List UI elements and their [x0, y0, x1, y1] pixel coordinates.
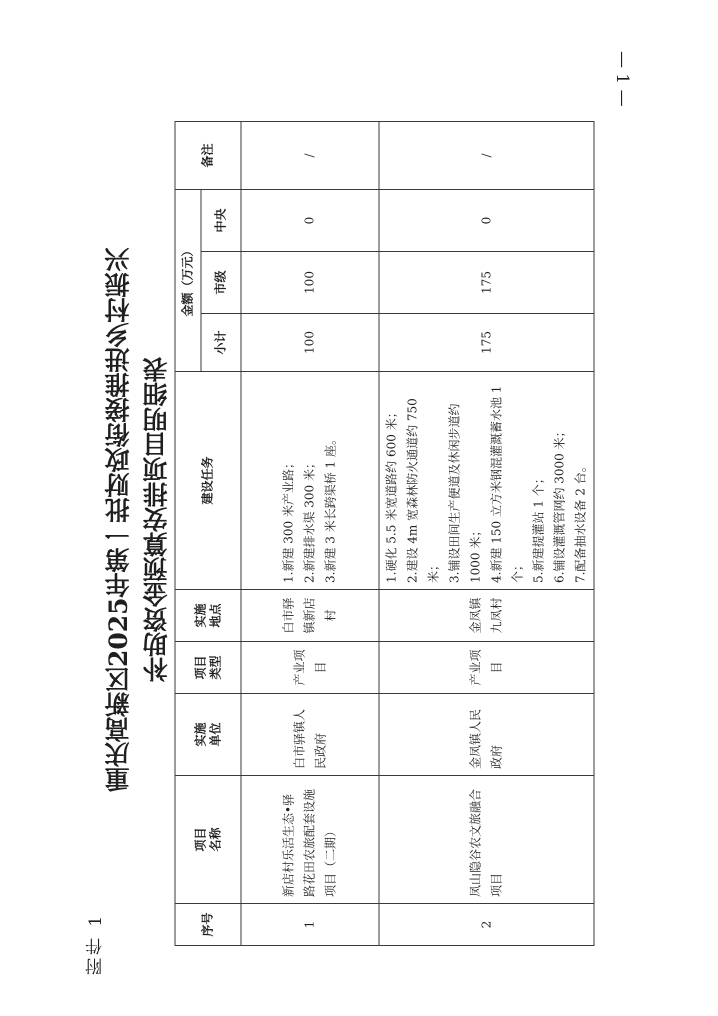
attachment-label: 附件 1: [86, 912, 106, 975]
cell-city: 175: [379, 252, 594, 314]
cell-central: 0: [241, 189, 379, 251]
cell-unit: 金凤镇人民政府: [379, 694, 594, 776]
cell-note: /: [241, 121, 379, 189]
cell-central: 0: [379, 189, 594, 251]
header-type: 项目 类型: [175, 642, 241, 694]
table-row: [241, 121, 379, 945]
task-line: 1.硬化 5.5 米宽道路约 600 米；: [384, 406, 399, 583]
cell-unit: 白市驿镇人民政府: [241, 694, 379, 776]
cell-task: [379, 372, 594, 590]
task-line: 2.建设 4m 宽森林防火通道约 750 米；: [405, 398, 441, 583]
task-line: 6.铺设灌溉管网约 3000 米；: [552, 425, 567, 583]
cell-subtotal: 175: [379, 314, 594, 372]
header-subtotal: 小计: [201, 314, 241, 372]
cell-type: 产业项目: [241, 642, 379, 694]
cell-name: 新店村乐活生态•驿路花田农旅配套设施项目（二期）: [241, 776, 379, 904]
title-line-2: 补助资金预算安排项目明细表: [142, 357, 171, 683]
task-line: 7.配备抽水设备 2 台。: [573, 460, 588, 583]
header-city: 市级: [201, 252, 241, 314]
cell-place: 白市驿镇新店村: [241, 590, 379, 642]
title-line-1: 重庆高新区2025年第一批财政衔接推进乡村振兴: [104, 247, 133, 793]
header-note: 备注: [175, 121, 241, 189]
header-seq: 序号: [175, 904, 241, 946]
header-unit: 实施 单位: [175, 694, 241, 776]
task-line: 4.新建 150 立方米钢混灌溉蓄水池 1 个；: [489, 385, 525, 583]
task-line: 3.铺设田间生产便道及休闲步道约 1000 米；: [447, 403, 483, 583]
cell-seq: 1: [241, 904, 379, 946]
cell-city: 100: [241, 252, 379, 314]
header-place: 实施 地点: [175, 590, 241, 642]
cell-seq: 2: [379, 904, 594, 946]
task-line: 5.新建提灌站 1 个；: [531, 472, 546, 583]
header-amount: 金额（万元）: [175, 189, 201, 371]
cell-name: 凤山隐谷农文旅融合项目: [379, 776, 594, 904]
header-name: 项目 名称: [175, 776, 241, 904]
header-task: 建设任务: [175, 372, 241, 590]
cell-place: 金凤镇九凤村: [379, 590, 594, 642]
header-central: 中央: [201, 189, 241, 251]
table-row: [379, 121, 594, 945]
page-number: — 1 —: [612, 51, 632, 107]
cell-subtotal: 100: [241, 314, 379, 372]
cell-task: [241, 372, 379, 590]
project-table-container: [175, 122, 588, 946]
cell-type: 产业项目: [379, 642, 594, 694]
task-line: 3.新建 3 米长跨渠桥 1 座。: [323, 433, 338, 583]
cell-note: /: [379, 121, 594, 189]
task-line: 1.新建 300 米产业路；: [281, 457, 296, 583]
project-table: [175, 121, 595, 946]
task-line: 2.新建排水渠 300 米；: [302, 457, 317, 583]
